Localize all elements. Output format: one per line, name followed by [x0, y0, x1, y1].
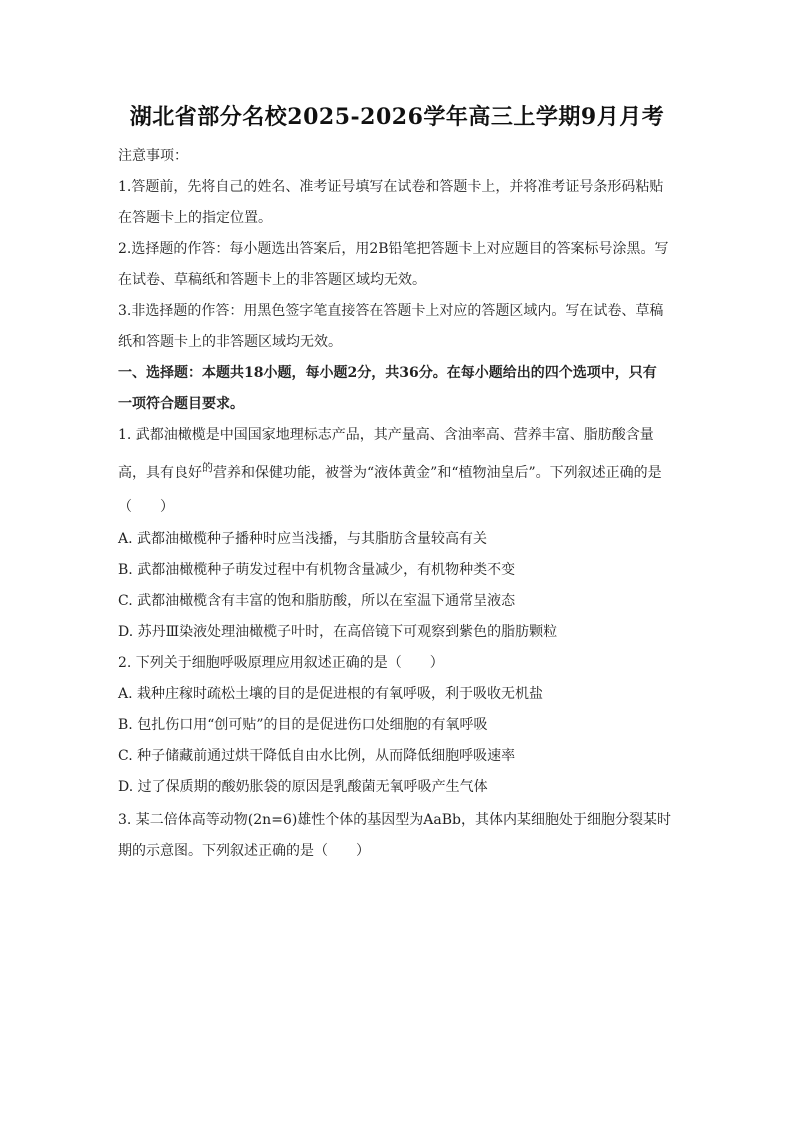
question-1-answer-bracket: （ ） [118, 499, 174, 515]
notice-line: 在试卷、草稿纸和答题卡上的非答题区域均无效。 [118, 272, 426, 288]
page-title: 湖北省部分名校2025-2026学年高三上学期9月月考 [129, 104, 665, 130]
notice-line: 1.答题前，先将自己的姓名、准考证号填写在试卷和答题卡上，并将准考证号条形码粘贴 [118, 179, 664, 195]
question-2-option-b: B. 包扎伤口用“创可贴”的目的是促进伤口处细胞的有氧呼吸 [118, 717, 488, 733]
question-1-stem: 1. 武都油橄榄是中国国家地理标志产品，其产量高、含油率高、营养丰富、脂肪酸含量 [118, 427, 654, 443]
question-2-option-c: C. 种子储藏前通过烘干降低自由水比例，从而降低细胞呼吸速率 [118, 748, 516, 764]
question-2-option-d: D. 过了保质期的酸奶胀袋的原因是乳酸菌无氧呼吸产生气体 [118, 779, 488, 795]
notice-heading: 注意事项： [118, 148, 188, 164]
notice-line: 在答题卡上的指定位置。 [118, 210, 272, 226]
question-1-option-c: C. 武都油橄榄含有丰富的饱和脂肪酸，所以在室温下通常呈液态 [118, 593, 516, 609]
notice-line: 纸和答题卡上的非答题区域均无效。 [118, 334, 342, 350]
question-3-stem: 期的示意图。下列叙述正确的是（ ） [118, 843, 370, 859]
notice-line: 2.选择题的作答：每小题选出答案后，用2B铅笔把答题卡上对应题目的答案标号涂黑。写 [118, 241, 669, 257]
stem-text: 高，具有良好 [118, 465, 202, 481]
question-1-option-a: A. 武都油橄榄种子播种时应当浅播，与其脂肪含量较高有关 [118, 531, 488, 547]
section-heading: 一项符合题目要求。 [118, 396, 244, 412]
question-2-stem: 2. 下列关于细胞呼吸原理应用叙述正确的是（ ） [118, 655, 444, 671]
question-1-option-d: D. 苏丹Ⅲ染液处理油橄榄子叶时，在高倍镜下可观察到紫色的脂肪颗粒 [118, 624, 558, 640]
question-1-stem [118, 463, 662, 484]
section-heading: 一、选择题：本题共18小题，每小题2分，共36分。在每小题给出的四个选项中，只有 [118, 365, 657, 381]
stem-text: 营养和保健功能，被誉为“液体黄金”和“植物油皇后”。下列叙述正确的是 [213, 465, 662, 481]
notice-line: 3.非选择题的作答：用黑色签字笔直接答在答题卡上对应的答题区域内。写在试卷、草稿 [118, 303, 664, 319]
question-3-stem: 3. 某二倍体高等动物(2n=6)雄性个体的基因型为AaBb，其体内某细胞处于细胞分裂某时 [118, 812, 671, 828]
question-1-option-b: B. 武都油橄榄种子萌发过程中有机物含量减少，有机物种类不变 [118, 562, 516, 578]
question-2-option-a: A. 栽种庄稼时疏松土壤的目的是促进根的有氧呼吸，利于吸收无机盐 [118, 686, 544, 702]
stem-superscript: 的 [202, 461, 213, 474]
